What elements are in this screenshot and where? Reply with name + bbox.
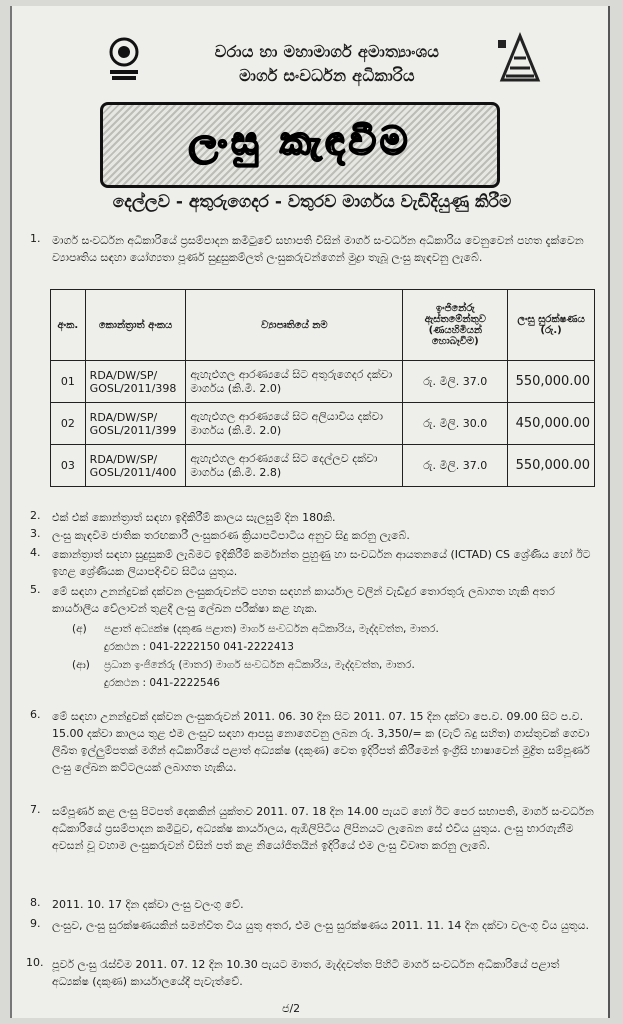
item-number: 4.: [30, 546, 41, 559]
office-a-address: පළාත් අධ්‍යක්ෂ (දකුණ පළාත) මාර්ග සංවර්ධන අධිකාරිය, මැද්දවත්ත, මාතර.: [104, 623, 439, 635]
cell-work: ඇහැළුගල ආරණ්‍යයේ සිට දෙල්ලව දක්වා මාර්ගය (කි.මී. 2.8): [186, 445, 403, 487]
tender-notice-page: [10, 6, 610, 1018]
item-number: 7.: [30, 803, 41, 816]
item-6-text: මේ සඳහා උනන්දුවක් දක්වන ලංසුකරුවන් 2011. 06. 30 දින සිට 2011. 07. 15 දින දක්වා පෙ.ව. 09.00 සිට ප.ව. 15.00 දක්වා කාලය තුළ එම ලංසුව සඳහා ආපසු නොගෙවනු ලබන රු. 3,350/= ක (වැට් බදු සහිත) ගාස්තුවක් ගෙවා ලිඛිත ඉල්ලුම්පතක් මගින් අධිකාරියේ පළාත් අධ්‍යක්ෂ (දකුණ) වෙත ඉදිරිපත් කිරීමෙන් ඉංග්‍රීසි භාෂාවෙන් මුද්‍රිත සම්පූර්ණ ලංසු ලේඛන කට්ටලයක් ලබාගත හැකිය.: [52, 710, 590, 774]
item-9-text: ලංසුව, ලංසු සුරක්ෂණයකින් සමන්විත විය යුතු අතර, එම ලංසු සුරක්ෂණය 2011. 11. 14 දින දක්වා වලංගු විය යුතුය.: [52, 919, 590, 932]
item-number: 2.: [30, 509, 41, 522]
item-number: 6.: [30, 708, 41, 721]
banner-title: ලංසු කැඳවීම: [188, 119, 412, 163]
rda-logo-icon: [492, 30, 548, 86]
office-b-phone: දුරකථන : 041-2222546: [104, 677, 220, 689]
header-no: අංක.: [51, 290, 86, 361]
cell-ref: RDA/DW/SP/ GOSL/2011/400: [85, 445, 186, 487]
header-work: ව්‍යාපෘතියේ නම: [186, 290, 403, 361]
office-a-label: (අ): [72, 623, 87, 635]
authority-name: මාර්ග සංවර්ධන අධිකාරිය: [239, 66, 415, 85]
cell-ref: RDA/DW/SP/ GOSL/2011/398: [85, 361, 186, 403]
cell-no: 01: [51, 361, 86, 403]
emblem-icon: [102, 36, 146, 84]
item-number: 3.: [30, 527, 41, 540]
table-row: [51, 361, 595, 403]
header-ref: කොන්ත්‍රාත් අංකය: [85, 290, 186, 361]
item-7-text: සම්පූර්ණ කළ ලංසු පිටපත් දෙකකින් යුක්තව 2011. 07. 18 දින 14.00 පැයට හෝ ඊට පෙර සභාපති, මාර්ග සංවර්ධන අධිකාරියේ ප්‍රසම්පාදන කමිටුව, අධ්‍යක්ෂ කාර්යාලය, ඇඹිලිපිටිය ලිපිනයට ලැබෙන සේ එවිය යුතුය. ලංසු භාරගැනීම අවසන් වූ වහාම ලංසුකරුවන් විසින් පත් කළ නියෝජිතයින් ඉදිරියේ එම ලංසු විවෘත කරනු ලැබේ.: [52, 805, 594, 852]
office-a-phone: දුරකථන : 041-2222150 041-2222413: [104, 641, 294, 653]
cell-fee: 550,000.00: [508, 361, 595, 403]
table-header-row: [51, 290, 595, 361]
item-number: 5.: [30, 583, 41, 596]
cell-fee: 550,000.00: [508, 445, 595, 487]
cell-estimate: රු. මිලි. 30.0: [403, 403, 508, 445]
header: [12, 6, 608, 98]
item-1-text: මාර්ග සංවර්ධන අධිකාරියේ ප්‍රසම්පාදන කමිටුවේ සභාපති විසින් මාර්ග සංවර්ධන අධිකාරිය වෙනුවෙන් පහත දැක්වෙන ව්‍යාපෘතිය සඳහා යෝග්‍යතා පූර්ණ සුදුසුකම්ලත් ලංසුකරුවන්ගෙන් මුද්‍රා තැබූ ලංසු කැඳවනු ලැබේ.: [52, 234, 584, 264]
item-number: 1.: [30, 232, 41, 245]
item-10-text: පූර්ව ලංසු රැස්වීම 2011. 07. 12 දින 10.30 පැයට මාතර, මැද්දවත්ත පිහිටි මාර්ග සංවර්ධන අධිකාරියේ පළාත් අධ්‍යක්ෂ (දකුණ) කාර්යාලයේදී පැවැත්වේ.: [52, 958, 560, 988]
table-row: [51, 403, 595, 445]
cell-no: 03: [51, 445, 86, 487]
item-3-text: ලංසු කැඳවීම ජාතික තරඟකාරී ලංසුකරණ ක්‍රියාපටිපාටිය අනුව සිදු කරනු ලැබේ.: [52, 529, 410, 542]
page-footer: ජ/2: [282, 1002, 301, 1015]
item-5-text: මේ සඳහා උනන්දුවක් දක්වන ලංසුකරුවන්ට පහත සඳහන් කාර්යාල වලින් වැඩිදුර තොරතුරු ලබාගත හැකි අතර කාර්යාලීය වේලාවන් තුළදී ලංසු ලේඛන පරීක්ෂා කළ හැක.: [52, 585, 555, 615]
item-number: 8.: [30, 896, 41, 909]
tender-table: [50, 289, 595, 487]
item-4-text: කොන්ත්‍රාත් සඳහා සුදුසුකම් ලැබීමට ඉදිකිරීම් කර්මාන්ත පුහුණු හා සංවර්ධන ආයතනයේ (ICTAD) CS ශ්‍රේණිය හෝ ඊට ඉහළ ශ්‍රේණියක ලියාපදිංචිව සිටිය යුතුය.: [52, 548, 591, 578]
cell-work: ඇහැළුගල ආරණ්‍යයේ සිට අලියාවිය දක්වා මාර්ගය (කි.මී. 2.0): [186, 403, 403, 445]
cell-ref: RDA/DW/SP/ GOSL/2011/399: [85, 403, 186, 445]
office-b-label: (ආ): [72, 659, 90, 671]
office-b-address: ප්‍රධාන ඉංජිනේරු (මාතර) මාර්ග සංවර්ධන අධිකාරිය, මැද්දවත්ත, මාතර.: [104, 659, 415, 671]
cell-work: ඇහැළුගල ආරණ්‍යයේ සිට අතුරුගෙදර දක්වා මාර්ගය (කි.මී. 2.0): [186, 361, 403, 403]
item-2-text: එක් එක් කොන්ත්‍රාත් සඳහා ඉදිකිරීම් කාලය සැලසුම් දින 180කි.: [52, 511, 336, 524]
ministry-name: වරාය හා මහාමාර්ග අමාත්‍යාංශය: [214, 42, 440, 61]
item-number: 10.: [26, 956, 44, 969]
ministry-heading: [162, 40, 492, 88]
cell-estimate: රු. මිලි. 37.0: [403, 361, 508, 403]
item-number: 9.: [30, 917, 41, 930]
tender-banner: [100, 102, 500, 188]
cell-no: 02: [51, 403, 86, 445]
subject-heading: දෙල්ලව - අතුරුගෙදර - වතුරව මාර්ගය වැඩිදියුණු කිරීම: [112, 192, 512, 212]
header-estimate: ඉංජිනේරු ඇස්තමේන්තුව (ණයහිමියන් හොබෑවීම): [403, 290, 508, 361]
item-8-text: 2011. 10. 17 දින දක්වා ලංසු වලංගු වේ.: [52, 898, 244, 911]
header-fee: ලංසු සුරක්ෂණය (රු.): [508, 290, 595, 361]
cell-fee: 450,000.00: [508, 403, 595, 445]
cell-estimate: රු. මිලි. 37.0: [403, 445, 508, 487]
table-row: [51, 445, 595, 487]
